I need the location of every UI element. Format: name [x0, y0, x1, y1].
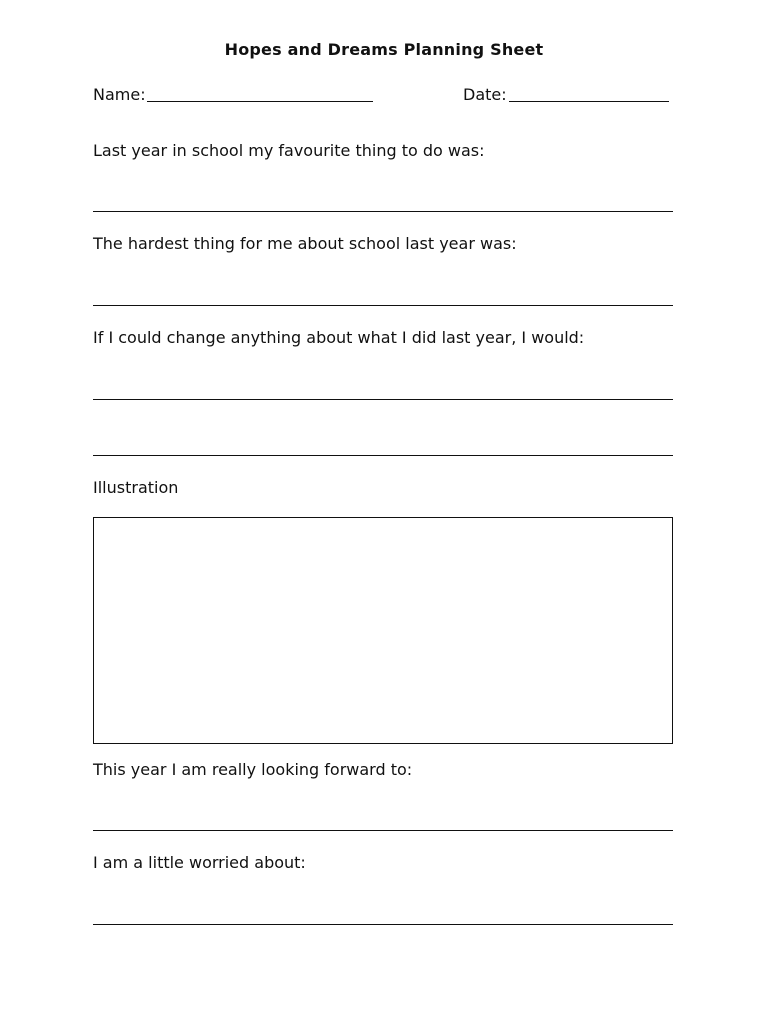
answer-line-hardest-thing[interactable] [93, 305, 673, 306]
answer-line-change-anything-1[interactable] [93, 399, 673, 400]
question-looking-forward: This year I am really looking forward to: [93, 760, 413, 779]
name-label: Name: [93, 85, 146, 104]
name-line[interactable] [147, 101, 373, 102]
answer-line-change-anything-2[interactable] [93, 455, 673, 456]
answer-line-worried-about[interactable] [93, 924, 673, 925]
question-favourite-thing: Last year in school my favourite thing to do was: [93, 141, 485, 160]
date-line[interactable] [509, 101, 669, 102]
illustration-label: Illustration [93, 478, 179, 497]
date-label: Date: [463, 85, 507, 104]
question-worried-about: I am a little worried about: [93, 853, 306, 872]
page-title: Hopes and Dreams Planning Sheet [224, 40, 544, 59]
question-change-anything: If I could change anything about what I did last year, I would: [93, 328, 585, 347]
illustration-box[interactable] [93, 517, 673, 744]
answer-line-looking-forward[interactable] [93, 830, 673, 831]
question-hardest-thing: The hardest thing for me about school last year was: [93, 234, 517, 253]
answer-line-favourite-thing[interactable] [93, 211, 673, 212]
